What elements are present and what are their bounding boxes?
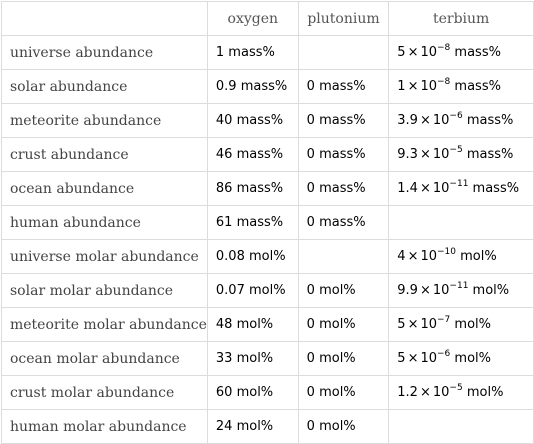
table-row (2, 376, 534, 410)
row-label: ocean molar abundance (2, 342, 208, 376)
cell-oxygen: 0.08 mol% (207, 240, 298, 274)
cell-oxygen: 86 mass% (207, 172, 298, 206)
mantissa: 5 (397, 317, 406, 332)
table-row (2, 172, 534, 206)
exponent: −7 (437, 315, 451, 325)
cell-plutonium: 0 mass% (298, 206, 389, 240)
cell-oxygen: 40 mass% (207, 104, 298, 138)
times-sign: × (407, 317, 419, 332)
table-row (2, 308, 534, 342)
cell-plutonium (298, 36, 389, 70)
row-label: crust molar abundance (2, 376, 208, 410)
unit-label: mass% (462, 147, 514, 162)
cell-oxygen: 0.9 mass% (207, 70, 298, 104)
unit-label: mol% (462, 385, 504, 400)
power-base: 10 (432, 147, 450, 162)
cell-oxygen: 46 mass% (207, 138, 298, 172)
table-row (2, 274, 534, 308)
cell-plutonium: 0 mol% (298, 274, 389, 308)
table-row (2, 410, 534, 444)
header-cell-plutonium: plutonium (298, 2, 389, 36)
times-sign: × (419, 385, 431, 400)
times-sign: × (419, 283, 431, 298)
power-base: 10 (432, 181, 450, 196)
exponent: −5 (449, 383, 463, 393)
exponent: −10 (437, 247, 457, 257)
times-sign: × (419, 113, 431, 128)
cell-plutonium: 0 mol% (298, 342, 389, 376)
cell-plutonium: 0 mass% (298, 138, 389, 172)
row-label: meteorite abundance (2, 104, 208, 138)
exponent: −11 (449, 179, 469, 189)
row-label: solar abundance (2, 70, 208, 104)
unit-label: mol% (468, 283, 510, 298)
power-base: 10 (420, 79, 438, 94)
table-row (2, 138, 534, 172)
unit-label: mol% (450, 317, 492, 332)
abundance-table (1, 1, 534, 444)
cell-plutonium: 0 mass% (298, 172, 389, 206)
exponent: −6 (437, 349, 451, 359)
power-base: 10 (420, 249, 438, 264)
cell-plutonium: 0 mass% (298, 70, 389, 104)
power-base: 10 (420, 45, 438, 60)
cell-terbium (389, 172, 534, 206)
cell-plutonium: 0 mol% (298, 308, 389, 342)
cell-terbium (389, 274, 534, 308)
cell-terbium (389, 410, 534, 444)
row-label: meteorite molar abundance (2, 308, 208, 342)
cell-terbium (389, 70, 534, 104)
unit-label: mass% (462, 113, 514, 128)
mantissa: 1.2 (397, 385, 418, 400)
mantissa: 4 (397, 249, 406, 264)
table-row (2, 104, 534, 138)
power-base: 10 (420, 351, 438, 366)
power-base: 10 (432, 385, 450, 400)
unit-label: mol% (456, 249, 497, 264)
row-label: human molar abundance (2, 410, 208, 444)
unit-label: mass% (450, 45, 501, 60)
power-base: 10 (432, 113, 450, 128)
row-label: solar molar abundance (2, 274, 208, 308)
header-cell-oxygen: oxygen (207, 2, 298, 36)
table-row (2, 70, 534, 104)
cell-terbium (389, 104, 534, 138)
cell-plutonium: 0 mol% (298, 410, 389, 444)
cell-plutonium (298, 240, 389, 274)
cell-plutonium: 0 mass% (298, 104, 389, 138)
unit-label: mass% (468, 181, 520, 196)
table-row (2, 36, 534, 70)
table-body (2, 36, 534, 444)
mantissa: 9.3 (397, 147, 418, 162)
cell-terbium (389, 206, 534, 240)
power-base: 10 (420, 317, 438, 332)
times-sign: × (407, 45, 419, 60)
cell-oxygen: 61 mass% (207, 206, 298, 240)
cell-oxygen: 1 mass% (207, 36, 298, 70)
header-cell-terbium: terbium (389, 2, 534, 36)
row-label: ocean abundance (2, 172, 208, 206)
row-label: crust abundance (2, 138, 208, 172)
exponent: −8 (437, 43, 451, 53)
mantissa: 9.9 (397, 283, 418, 298)
unit-label: mass% (450, 79, 501, 94)
mantissa: 5 (397, 351, 406, 366)
times-sign: × (419, 147, 431, 162)
cell-oxygen: 24 mol% (207, 410, 298, 444)
mantissa: 3.9 (397, 113, 418, 128)
table-row (2, 240, 534, 274)
exponent: −6 (449, 111, 463, 121)
mantissa: 1 (397, 79, 406, 94)
cell-terbium (389, 36, 534, 70)
cell-terbium (389, 376, 534, 410)
unit-label: mol% (450, 351, 492, 366)
cell-terbium (389, 308, 534, 342)
power-base: 10 (432, 283, 450, 298)
times-sign: × (407, 79, 419, 94)
exponent: −8 (437, 77, 451, 87)
cell-oxygen: 48 mol% (207, 308, 298, 342)
cell-terbium (389, 138, 534, 172)
mantissa: 1.4 (397, 181, 418, 196)
row-label: universe molar abundance (2, 240, 208, 274)
mantissa: 5 (397, 45, 406, 60)
cell-oxygen: 0.07 mol% (207, 274, 298, 308)
times-sign: × (419, 181, 431, 196)
cell-terbium (389, 240, 534, 274)
times-sign: × (407, 249, 419, 264)
header-cell-corner (2, 2, 208, 36)
row-label: human abundance (2, 206, 208, 240)
times-sign: × (407, 351, 419, 366)
exponent: −5 (449, 145, 463, 155)
cell-terbium (389, 342, 534, 376)
row-label: universe abundance (2, 36, 208, 70)
cell-plutonium: 0 mol% (298, 376, 389, 410)
table-row (2, 342, 534, 376)
cell-oxygen: 60 mol% (207, 376, 298, 410)
cell-oxygen: 33 mol% (207, 342, 298, 376)
table-row (2, 206, 534, 240)
header-row (2, 2, 534, 36)
exponent: −11 (449, 281, 469, 291)
